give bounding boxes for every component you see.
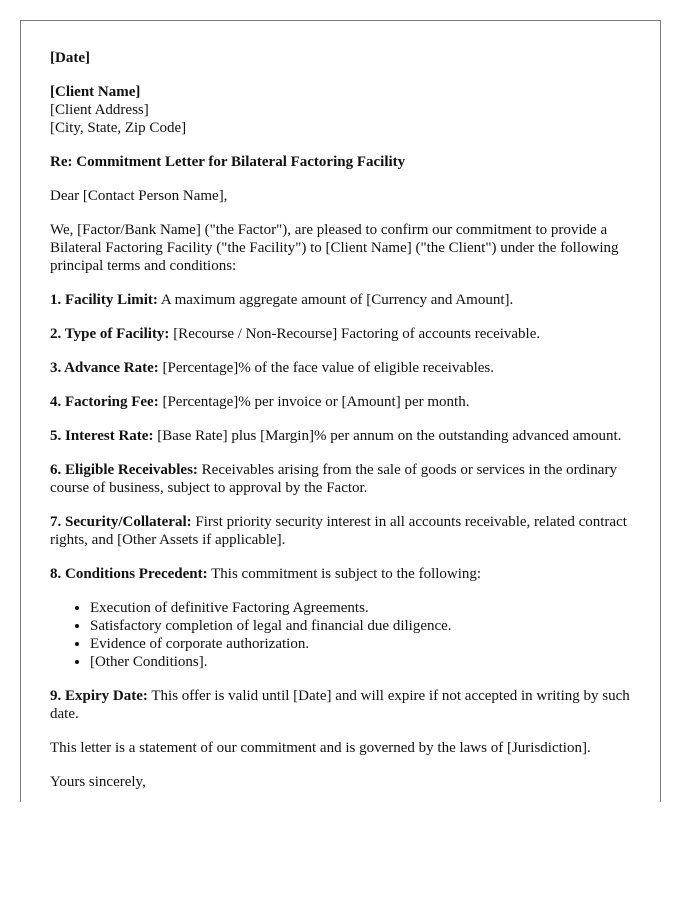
list-item: • [Other Conditions]. (90, 653, 640, 671)
term-label: 4. Factoring Fee: (50, 394, 159, 410)
conditions-list (50, 599, 640, 671)
list-item: • Satisfactory completion of legal and financial due diligence. (90, 617, 640, 635)
term-label: 2. Type of Facility: (50, 326, 170, 342)
term-facility-limit (50, 291, 640, 309)
term-label: 5. Interest Rate: (50, 428, 154, 444)
client-address: [Client Address] (50, 102, 149, 118)
term-expiry-date (50, 687, 640, 723)
term-factoring-fee (50, 393, 640, 411)
term-advance-rate (50, 359, 640, 377)
client-city-state-zip: [City, State, Zip Code] (50, 120, 187, 136)
letter-date: [Date] (50, 50, 90, 66)
term-text: [Recourse / Non-Recourse] Factoring of accounts receivable. (169, 326, 541, 342)
term-text: This commitment is subject to the following: (207, 566, 482, 582)
term-text: [Percentage]% of the face value of eligible receivables. (158, 360, 494, 376)
intro-paragraph: We, [Factor/Bank Name] ("the Factor"), are pleased to confirm our commitment to provide a Bilateral Factoring Facility ("the Facility") to [Client Name] ("the Client") under the following principal terms and conditions: (50, 222, 619, 274)
term-text: Receivables arising from the sale of goods or services in the ordinary course of business, subject to approval by the Factor. (50, 462, 617, 496)
term-security-collateral (50, 513, 640, 549)
list-item: • Execution of definitive Factoring Agreements. (90, 599, 640, 617)
term-text: First priority security interest in all accounts receivable, related contract rights, and [Other Assets if applicable]. (50, 514, 627, 548)
term-eligible-receivables (50, 461, 640, 497)
term-text: [Percentage]% per invoice or [Amount] per month. (158, 394, 470, 410)
term-label: 1. Facility Limit: (50, 292, 158, 308)
recipient-address-block (50, 83, 640, 137)
governing-law-paragraph: This letter is a statement of our commitment and is governed by the laws of [Jurisdiction]. (50, 740, 591, 756)
term-text: [Base Rate] plus [Margin]% per annum on the outstanding advanced amount. (153, 428, 622, 444)
term-type-of-facility (50, 325, 640, 343)
term-label: 6. Eligible Receivables: (50, 462, 198, 478)
term-text: A maximum aggregate amount of [Currency and Amount]. (157, 292, 514, 308)
subject-line: Re: Commitment Letter for Bilateral Factoring Facility (50, 154, 406, 170)
term-label: 9. Expiry Date: (50, 688, 148, 704)
client-name: [Client Name] (50, 84, 141, 100)
term-label: 3. Advance Rate: (50, 360, 159, 376)
salutation: Dear [Contact Person Name], (50, 188, 228, 204)
list-item: • Evidence of corporate authorization. (90, 635, 640, 653)
term-text: This offer is valid until [Date] and will expire if not accepted in writing by such date. (50, 688, 630, 722)
closing: Yours sincerely, (50, 774, 146, 790)
term-label: 7. Security/Collateral: (50, 514, 192, 530)
term-conditions-precedent (50, 565, 640, 583)
term-interest-rate (50, 427, 640, 445)
letter-body (50, 49, 640, 802)
letter-page (20, 20, 661, 802)
term-label: 8. Conditions Precedent: (50, 566, 208, 582)
